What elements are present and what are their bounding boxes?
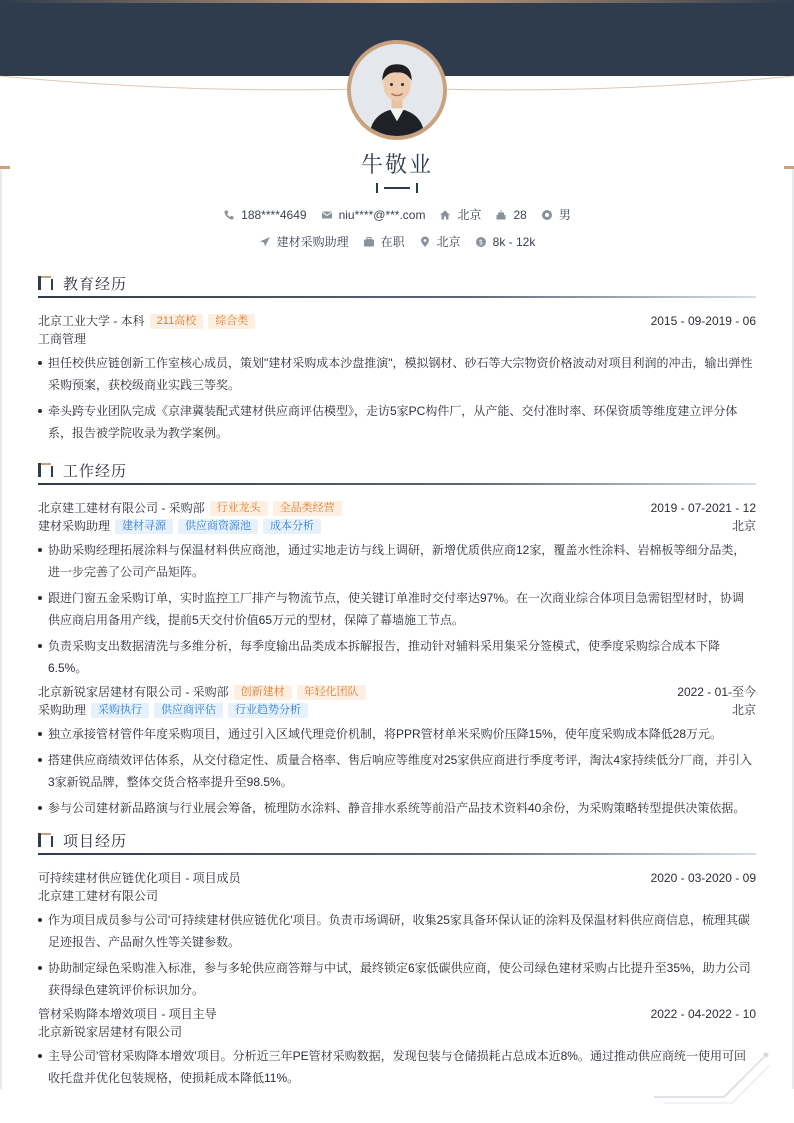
list-item: 牵头跨专业团队完成《京津冀装配式建材供应商评估模型》，走访5家PC构件厂，从产能、交付准时率、环保资质等维度建立评分体系，报告被学院收录为教学案例。	[38, 400, 756, 444]
work-bullets	[38, 539, 756, 679]
project-name: 管材采购降本增效项目 - 项目主导	[38, 1007, 217, 1021]
company-name: 北京建工建材有限公司 - 采购部	[38, 501, 205, 515]
skill-tag: 行业趋势分析	[228, 703, 308, 718]
projects-title: 项目经历	[63, 833, 128, 850]
school-tag: 综合类	[208, 314, 255, 329]
work-header	[38, 457, 756, 487]
section-mark-icon	[38, 833, 56, 847]
list-item: 负责采购支出数据清洗与多维分析，每季度输出品类成本拆解报告，推动针对辅料采用集采分签模式，使季度采购综合成本下降6.5%。	[38, 635, 756, 679]
education-major-row	[38, 330, 756, 348]
salary-icon	[475, 236, 487, 248]
work-role-row	[38, 517, 756, 535]
list-item: 担任校供应链创新工作室核心成员，策划"建材采购成本沙盘推演"，模拟钢材、砂石等大宗物资价格波动对项目利润的冲击，输出弹性采购预案，获校级商业实践三等奖。	[38, 352, 756, 396]
project-date: 2020 - 03-2020 - 09	[650, 871, 756, 885]
skill-tag: 采购执行	[91, 703, 149, 718]
intent-position-text: 建材采购助理	[276, 235, 349, 249]
education-header	[38, 270, 756, 300]
list-item: 跟进门窗五金采购订单，实时监控工厂排产与物流节点，使关键订单准时交付率达97%。在一次商业综合体项目急需铝型材时，协调供应商启用备用产线，提前5天交付价值65万元的型材，保障了幕墙施工节点。	[38, 587, 756, 631]
project-entry-header	[38, 869, 756, 887]
gender-icon	[541, 209, 553, 221]
contact-gender-text: 男	[558, 208, 571, 222]
project-entry-header	[38, 1005, 756, 1023]
company-name: 北京新锐家居建材有限公司 - 采购部	[38, 685, 229, 699]
work-city: 北京	[731, 519, 756, 533]
contact-age	[495, 208, 526, 222]
major: 工商管理	[38, 332, 87, 346]
avatar-photo	[351, 44, 443, 136]
education-title: 教育经历	[63, 276, 128, 293]
list-item: 作为项目成员参与公司'可持续建材供应链优化'项目。负责市场调研，收集25家具备环保认证的涂料及保温材料供应商信息，梳理其碳足迹报告、产品耐久性等关键参数。	[38, 909, 756, 953]
skill-tag: 成本分析	[263, 519, 321, 534]
education-bullets	[38, 352, 756, 444]
contact-gender	[541, 206, 571, 223]
list-item: 搭建供应商绩效评估体系，从交付稳定性、质量合格率、售后响应等维度对25家供应商进行季度考评，淘汰4家持续低分厂商，并引入3家新锐品牌，整体交货合格率提升至98.5%。	[38, 749, 756, 793]
intent-salary	[475, 235, 536, 249]
skill-tag: 建材寻源	[115, 519, 173, 534]
company-tag: 年轻化团队	[297, 685, 366, 700]
svg-text:$: $	[478, 238, 483, 247]
work-role-row	[38, 701, 756, 719]
project-org-row	[38, 887, 756, 905]
left-border-line	[0, 169, 2, 1089]
contact-phone-text: 188****4649	[241, 207, 307, 222]
briefcase-icon	[363, 236, 375, 248]
skill-tag: 供应商资源池	[178, 519, 258, 534]
home-icon	[439, 209, 451, 221]
cake-icon	[495, 209, 507, 221]
project-name: 可持续建材供应链优化项目 - 项目成员	[38, 871, 241, 885]
candidate-name: 牛敬业	[360, 152, 433, 177]
intent-city-text: 北京	[436, 235, 461, 249]
section-mark-icon	[38, 276, 56, 290]
education-entry-header	[38, 312, 756, 330]
project-org: 北京建工建材有限公司	[38, 889, 159, 903]
work-bullets	[38, 723, 756, 819]
job-intent-row	[0, 233, 794, 250]
education-date: 2015 - 09-2019 - 06	[650, 314, 756, 328]
work-date: 2022 - 01-至今	[677, 685, 756, 699]
contact-home	[439, 206, 481, 223]
role-name: 采购助理	[38, 703, 87, 717]
project-bullets	[38, 909, 756, 1001]
name-divider	[376, 183, 418, 193]
company-tag: 全品类经营	[273, 501, 342, 516]
work-city: 北京	[731, 703, 756, 717]
section-mark-icon	[38, 463, 56, 477]
section-rule	[38, 853, 756, 855]
location-icon	[419, 236, 431, 248]
intent-status	[363, 233, 405, 250]
contact-phone	[223, 208, 306, 222]
phone-icon	[223, 209, 235, 221]
send-icon	[259, 236, 271, 248]
contact-email-text: niu****@***.com	[338, 207, 426, 222]
contact-home-text: 北京	[457, 208, 482, 222]
work-title: 工作经历	[63, 463, 128, 480]
intent-city	[419, 233, 461, 250]
company-tag: 创新建材	[234, 685, 292, 700]
list-item: 独立承接管材管件年度采购项目，通过引入区域代理竞价机制，将PPR管材单米采购价压降15%，使年度采购成本降低28万元。	[38, 723, 756, 745]
contact-row	[0, 206, 794, 223]
contact-age-text: 28	[513, 207, 527, 222]
intent-salary-text: 8k - 12k	[492, 234, 536, 249]
work-entry-header	[38, 683, 756, 701]
project-org: 北京新锐家居建材有限公司	[38, 1025, 183, 1039]
contact-email	[321, 208, 426, 222]
projects-section	[38, 827, 756, 1093]
school-tag: 211高校	[150, 314, 204, 329]
intent-status-text: 在职	[380, 235, 405, 249]
section-rule	[38, 483, 756, 485]
project-org-row	[38, 1023, 756, 1041]
work-entry-header	[38, 499, 756, 517]
company-tag: 行业龙头	[210, 501, 268, 516]
list-item: 参与公司建材新品路演与行业展会筹备，梳理防水涂料、静音排水系统等前沿产品技术资料40余份，为采购策略转型提供决策依据。	[38, 797, 756, 819]
project-bullets	[38, 1045, 756, 1089]
mail-icon	[321, 209, 333, 221]
projects-header	[38, 827, 756, 857]
work-section	[38, 457, 756, 823]
avatar	[347, 40, 447, 140]
project-date: 2022 - 04-2022 - 10	[650, 1007, 756, 1021]
list-item: 协助制定绿色采购准入标准，参与多轮供应商答辩与中试，最终锁定6家低碳供应商，使公司绿色建材采购占比提升至35%，助力公司获得绿色建筑评价标识加分。	[38, 957, 756, 1001]
skill-tag: 供应商评估	[154, 703, 223, 718]
school-name: 北京工业大学 - 本科	[38, 314, 145, 328]
corner-line-decoration	[654, 1045, 774, 1105]
role-name: 建材采购助理	[38, 519, 111, 533]
list-item: 协助采购经理拓展涂料与保温材料供应商池，通过实地走访与线上调研，新增优质供应商12家，覆盖水性涂料、岩棉板等细分品类，进一步完善了公司产品矩阵。	[38, 539, 756, 583]
section-rule	[38, 296, 756, 298]
intent-position	[259, 233, 349, 250]
list-item: 主导公司'管材采购降本增效'项目。分析近三年PE管材采购数据，发现包装与仓储损耗占总成本近8%。通过推动供应商统一使用可回收托盘并优化包装规格，使损耗成本降低11%。	[38, 1045, 756, 1089]
work-date: 2019 - 07-2021 - 12	[650, 501, 756, 515]
education-section	[38, 270, 756, 448]
